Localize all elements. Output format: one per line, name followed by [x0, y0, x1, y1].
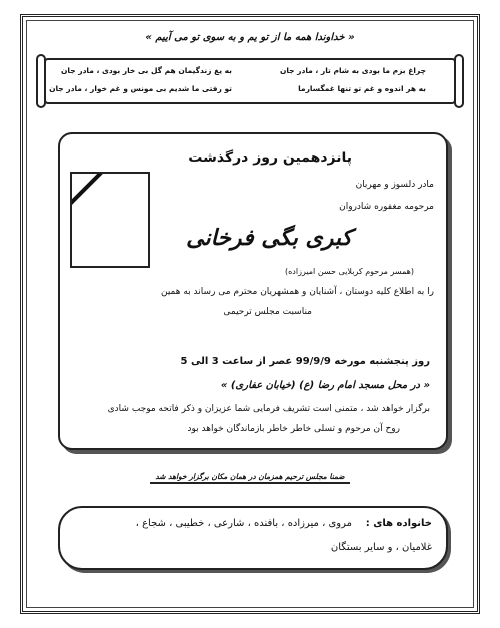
- closing-line-1: برگزار خواهد شد ، متمنی است تشریف فرمایی شما عزیزان و ذکر فاتحه موجب شادی: [107, 404, 430, 414]
- desc-line-2: مرحومه مغفوره شادروان: [339, 202, 434, 212]
- headline: پانزدهمین روز درگذشت: [188, 150, 352, 166]
- announce-line-1: را به اطلاع کلیه دوستان ، آشنایان و همشهریان محترم می رساند به همین: [160, 287, 434, 297]
- date-line: روز پنجشنبه مورخه 99/9/9 عصر از ساعت 3 الی 5: [180, 356, 430, 367]
- poem-line-2-left: تو رفتی ما شدیم بی مونس و غم خوار ، مادر جان: [49, 84, 232, 93]
- mourning-ribbon-icon: [72, 174, 106, 208]
- family-list-1: مروی ، میرزاده ، بافنده ، شارعی ، خطیبی ، شجاع ،: [135, 518, 352, 529]
- closing-line-2: روح آن مرحوم و تسلی خاطر خاطر بازماندگان خواهد بود: [187, 424, 400, 434]
- notice-line-text: ضمنا مجلس ترحیم همزمان در همان مکان برگزار خواهد شد: [155, 472, 345, 481]
- family-list-2: غلامیان ، و سایر بستگان: [330, 542, 432, 553]
- poem-scroll: [44, 58, 456, 104]
- notice-underline: [150, 482, 350, 484]
- notice-line: [70, 472, 430, 481]
- venue-line: « در محل مسجد امام رضا (ع) (خیابان عفاری) »: [220, 380, 430, 391]
- announce-line-2: مناسبت مجلس ترحیمی: [223, 307, 312, 317]
- poem-line-1-right: چراغ بزم ما بودی به شام تار ، مادر جان: [279, 66, 426, 75]
- spouse-line: (همسر مرحوم کربلایی حسن امیرزاده): [284, 267, 414, 276]
- top-verse: « خداوندا همه ما از تو یم و به سوی تو می آییم »: [145, 32, 355, 43]
- poem-line-2-right: به هر اندوه و غم تو تنها غمگسارما: [298, 84, 426, 93]
- photo-frame: [70, 172, 150, 268]
- family-box: [58, 506, 448, 570]
- desc-line-1: مادر دلسوز و مهربان: [355, 180, 434, 190]
- family-label: خانواده های :: [365, 518, 432, 529]
- deceased-name: کبری بگی فرخانی: [186, 226, 352, 251]
- poem-line-1-left: به یغ زندگیمان هم گل بی خار بودی ، مادر جان: [61, 66, 232, 75]
